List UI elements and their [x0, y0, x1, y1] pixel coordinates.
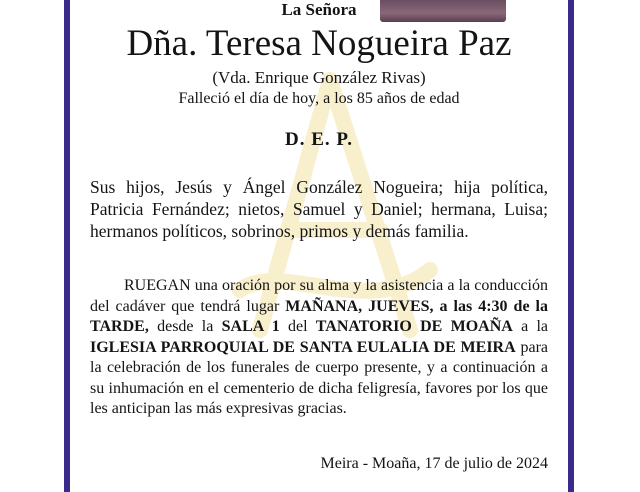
- widow-of-line: (Vda. Enrique González Rivas): [212, 68, 426, 87]
- funeral-request-paragraph: [90, 276, 548, 420]
- place-date: Meira - Moaña, 17 de julio de 2024: [320, 455, 548, 472]
- request-bold-segment: TANATORIO DE MOAÑA: [315, 318, 513, 335]
- request-text-segment: a la: [512, 318, 548, 335]
- request-bold-segment: IGLESIA PARROQUIAL DE SANTA EULALIA DE MEIRA: [90, 338, 516, 356]
- request-bold-segment: MAÑANA, JUEVES, a las 4:30 de la TARDE,: [90, 297, 549, 335]
- request-text-segment: del: [279, 318, 316, 335]
- family-paragraph: Sus hijos, Jesús y Ángel González Nogueira; hija política, Patricia Fernández; nietos, Samuel y Daniel; hermana, Luisa; hermanos políticos, sobrinos, primos y demás familia.: [90, 177, 548, 241]
- death-statement: Falleció el día de hoy, a los 85 años de edad: [178, 90, 460, 107]
- notice-heading: La Señora: [281, 0, 357, 19]
- request-text-segment: desde la: [148, 318, 222, 335]
- request-bold-segment: SALA 1: [221, 318, 280, 335]
- deceased-name: Dña. Teresa Nogueira Paz: [126, 23, 512, 64]
- request-text-segment: para la celebración de los funerales de cuerpo presente, y a continuación a su inhumación en el cementerio de dicha feligresía, favores por los que les anticipan las más expresivas gracias.: [90, 338, 549, 417]
- rip-label: D. E. P.: [284, 129, 353, 150]
- request-text-segment: RUEGAN una oración por su alma y la asistencia a la conducción del cadáver que tendrá lugar: [90, 277, 548, 315]
